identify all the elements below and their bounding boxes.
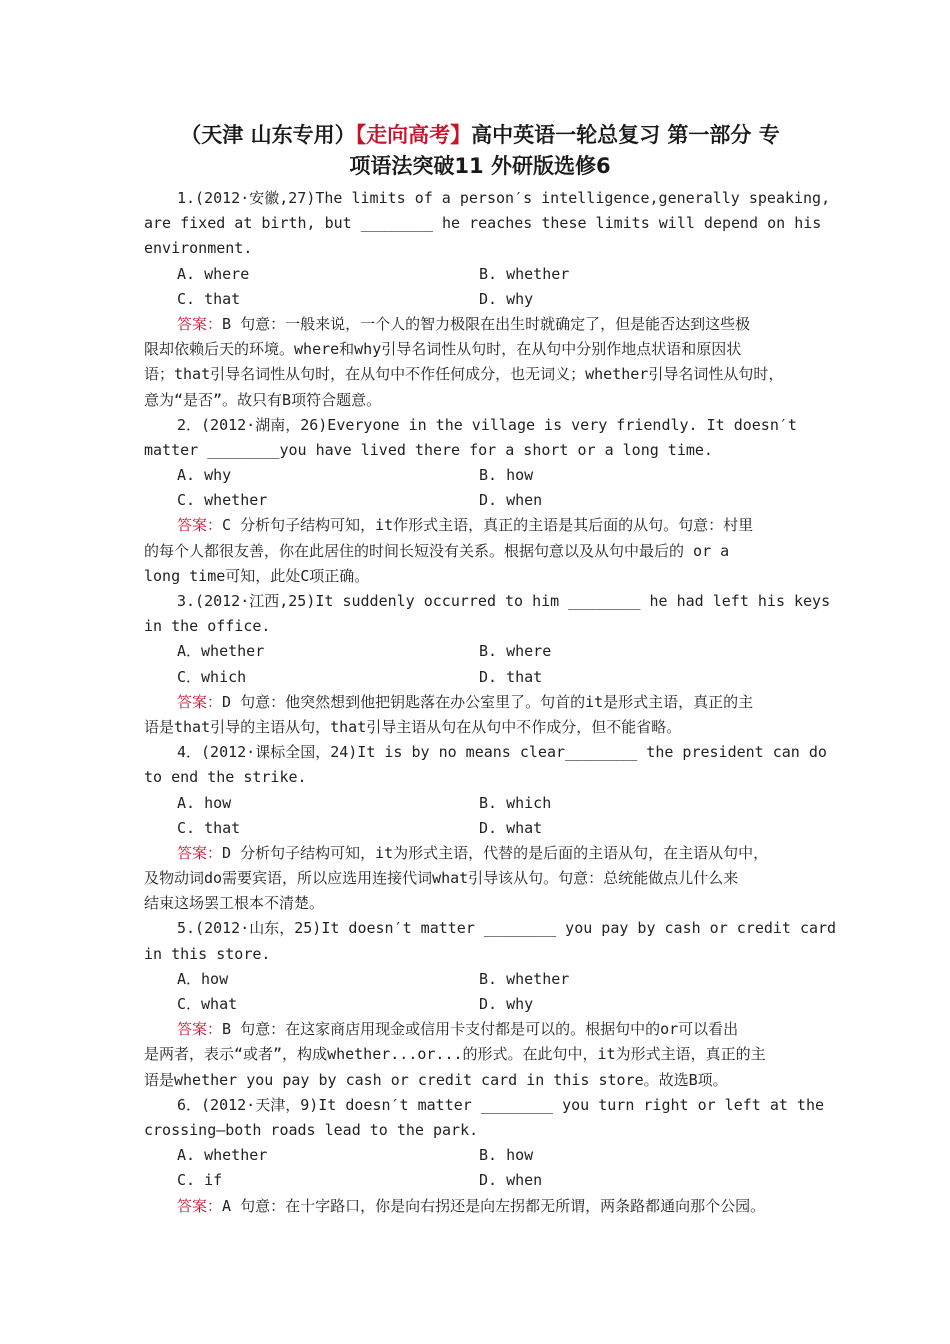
answer-option: A．how <box>177 969 229 988</box>
answer-option: D. when <box>479 491 543 510</box>
answer-option: C．what <box>177 995 238 1013</box>
question-block <box>144 413 809 589</box>
answer-option: B. how <box>479 1146 534 1165</box>
options-row <box>144 1143 809 1168</box>
answer-option: B. which <box>479 793 552 812</box>
document-title <box>140 120 820 182</box>
options-row <box>144 488 809 513</box>
title-brand: 【走向高考】 <box>355 123 472 147</box>
answer-explanation-line: 的每个人都很友善，你在此居住的时间长短没有关系。根据句意以及从句中最后的 or a <box>144 541 730 560</box>
answer-explanation-line: 意为“是否”。故只有B项符合题意。 <box>144 390 382 409</box>
answer-option: A. where <box>177 264 250 283</box>
question-stem-line: 3.(2012·江西,25)It suddenly occurred to him ________ he had left his keys <box>177 592 831 610</box>
answer-option: D. why <box>479 995 534 1013</box>
answer-option: C．which <box>177 667 247 686</box>
answer-explanation-line <box>144 841 809 866</box>
question-list <box>144 186 837 1219</box>
question-block <box>144 740 827 916</box>
answer-option: B. how <box>479 466 534 485</box>
answer-option: A．whether <box>177 642 265 661</box>
answer-text: A 句意：在十字路口，你是向右拐还是向左拐都无所谓，两条路都通向那个公园。 <box>222 1196 766 1215</box>
answer-explanation-line <box>144 1017 809 1042</box>
answer-text: C 分析句子结构可知，it作形式主语，真正的主语是其后面的从句。句意：村里 <box>222 516 754 535</box>
question-stem-line: matter ________you have lived there for a short or a long time. <box>144 440 713 459</box>
question-block <box>144 589 831 740</box>
answer-explanation-line <box>144 513 809 538</box>
answer-option: C. if <box>177 1171 223 1190</box>
answer-explanation-line: 语；that引导名词性从句时，在从句中不作任何成分，也无词义；whether引导名词性从句时， <box>144 365 784 384</box>
answer-label: 答案： <box>177 843 223 862</box>
answer-option: C. whether <box>177 491 268 510</box>
options-row <box>144 816 809 841</box>
answer-explanation-line: 是两者，表示“或者”，构成whether...or...的形式。在此句中，it为形式主语，真正的主 <box>144 1045 766 1064</box>
answer-option: B. whether <box>479 969 570 988</box>
options-row <box>144 992 809 1017</box>
question-block <box>144 186 831 413</box>
options-row <box>144 791 809 816</box>
title-region: （天津 山东专用） <box>180 123 356 147</box>
answer-explanation-line <box>144 1194 809 1219</box>
answer-explanation-line <box>144 312 809 337</box>
answer-option: A. why <box>177 466 232 485</box>
question-stem-line: 5.(2012·山东，25)It doesn′t matter ________ you pay by cash or credit card <box>177 919 837 938</box>
answer-explanation-line: 及物动词do需要宾语，所以应选用连接代词what引导该从句。句意：总统能做点儿什么来 <box>144 869 739 888</box>
answer-text: B 句意：一般来说，一个人的智力极限在出生时就确定了，但是能否达到这些极 <box>222 314 751 333</box>
question-stem-line: 4．(2012·课标全国，24)It is by no means clear________ the president can do <box>177 743 827 762</box>
question-stem-line: in the office. <box>144 617 271 636</box>
answer-explanation-line: 结束这场罢工根本不清楚。 <box>144 894 325 913</box>
answer-explanation-line: 语是that引导的主语从句，that引导主语从句在从句中不作成分，但不能省略。 <box>144 717 682 736</box>
question-block <box>144 1093 824 1219</box>
question-stem-line: 1.(2012·安徽,27)The limits of a person′s intelligence,generally speaking, <box>177 189 831 207</box>
answer-option: C. that <box>177 289 241 308</box>
answer-option: D. why <box>479 289 534 308</box>
options-row <box>144 287 809 312</box>
title-line-2: 项语法突破11 外研版选修6 <box>349 154 611 178</box>
answer-option: D. when <box>479 1171 543 1190</box>
question-stem-line: to end the strike. <box>144 768 307 787</box>
answer-label: 答案： <box>177 314 223 333</box>
question-stem-line: 2．(2012·湖南，26)Everyone in the village is very friendly. It doesn′t <box>177 415 797 434</box>
question-stem-line: 6．(2012·天津，9)It doesn′t matter ________ you turn right or left at the <box>177 1095 824 1114</box>
options-row <box>144 463 809 488</box>
options-row <box>144 639 809 664</box>
question-stem-line: crossing—both roads lead to the park. <box>144 1120 479 1139</box>
answer-option: D. that <box>479 667 543 686</box>
question-stem-line: in this store. <box>144 944 271 963</box>
question-stem-line: environment. <box>144 239 253 258</box>
options-row <box>144 262 809 287</box>
answer-label: 答案： <box>177 1196 223 1215</box>
answer-explanation-line: long time可知，此处C项正确。 <box>144 566 370 585</box>
answer-label: 答案： <box>177 1020 223 1039</box>
answer-text: D 分析句子结构可知，it为形式主语，代替的是后面的主语从句，在主语从句中， <box>222 843 769 862</box>
answer-option: D. what <box>479 818 543 837</box>
options-row <box>144 1168 809 1193</box>
question-block <box>144 916 837 1092</box>
answer-option: A. how <box>177 793 232 812</box>
answer-text: D 句意：他突然想到他把钥匙落在办公室里了。句首的it是形式主语，真正的主 <box>222 692 754 711</box>
answer-explanation-line: 语是whether you pay by cash or credit card in this store。故选B项。 <box>144 1070 728 1089</box>
answer-explanation-line <box>144 690 809 715</box>
answer-text: B 句意：在这家商店用现金或信用卡支付都是可以的。根据句中的or可以看出 <box>222 1020 739 1039</box>
answer-option: A. whether <box>177 1146 268 1165</box>
answer-explanation-line: 限却依赖后天的环境。where和why引导名词性从句时，在从句中分别作地点状语和原因状 <box>144 340 742 359</box>
answer-option: B. where <box>479 642 552 661</box>
answer-option: B. whether <box>479 264 570 283</box>
answer-label: 答案： <box>177 516 223 535</box>
options-row <box>144 967 809 992</box>
question-stem-line: are fixed at birth, but ________ he reaches these limits will depend on his <box>144 214 822 233</box>
options-row <box>144 665 809 690</box>
answer-label: 答案： <box>177 692 223 711</box>
title-course: 高中英语一轮总复习 第一部分 专 <box>471 123 780 147</box>
title-line-1 <box>140 120 820 151</box>
answer-option: C. that <box>177 818 241 837</box>
